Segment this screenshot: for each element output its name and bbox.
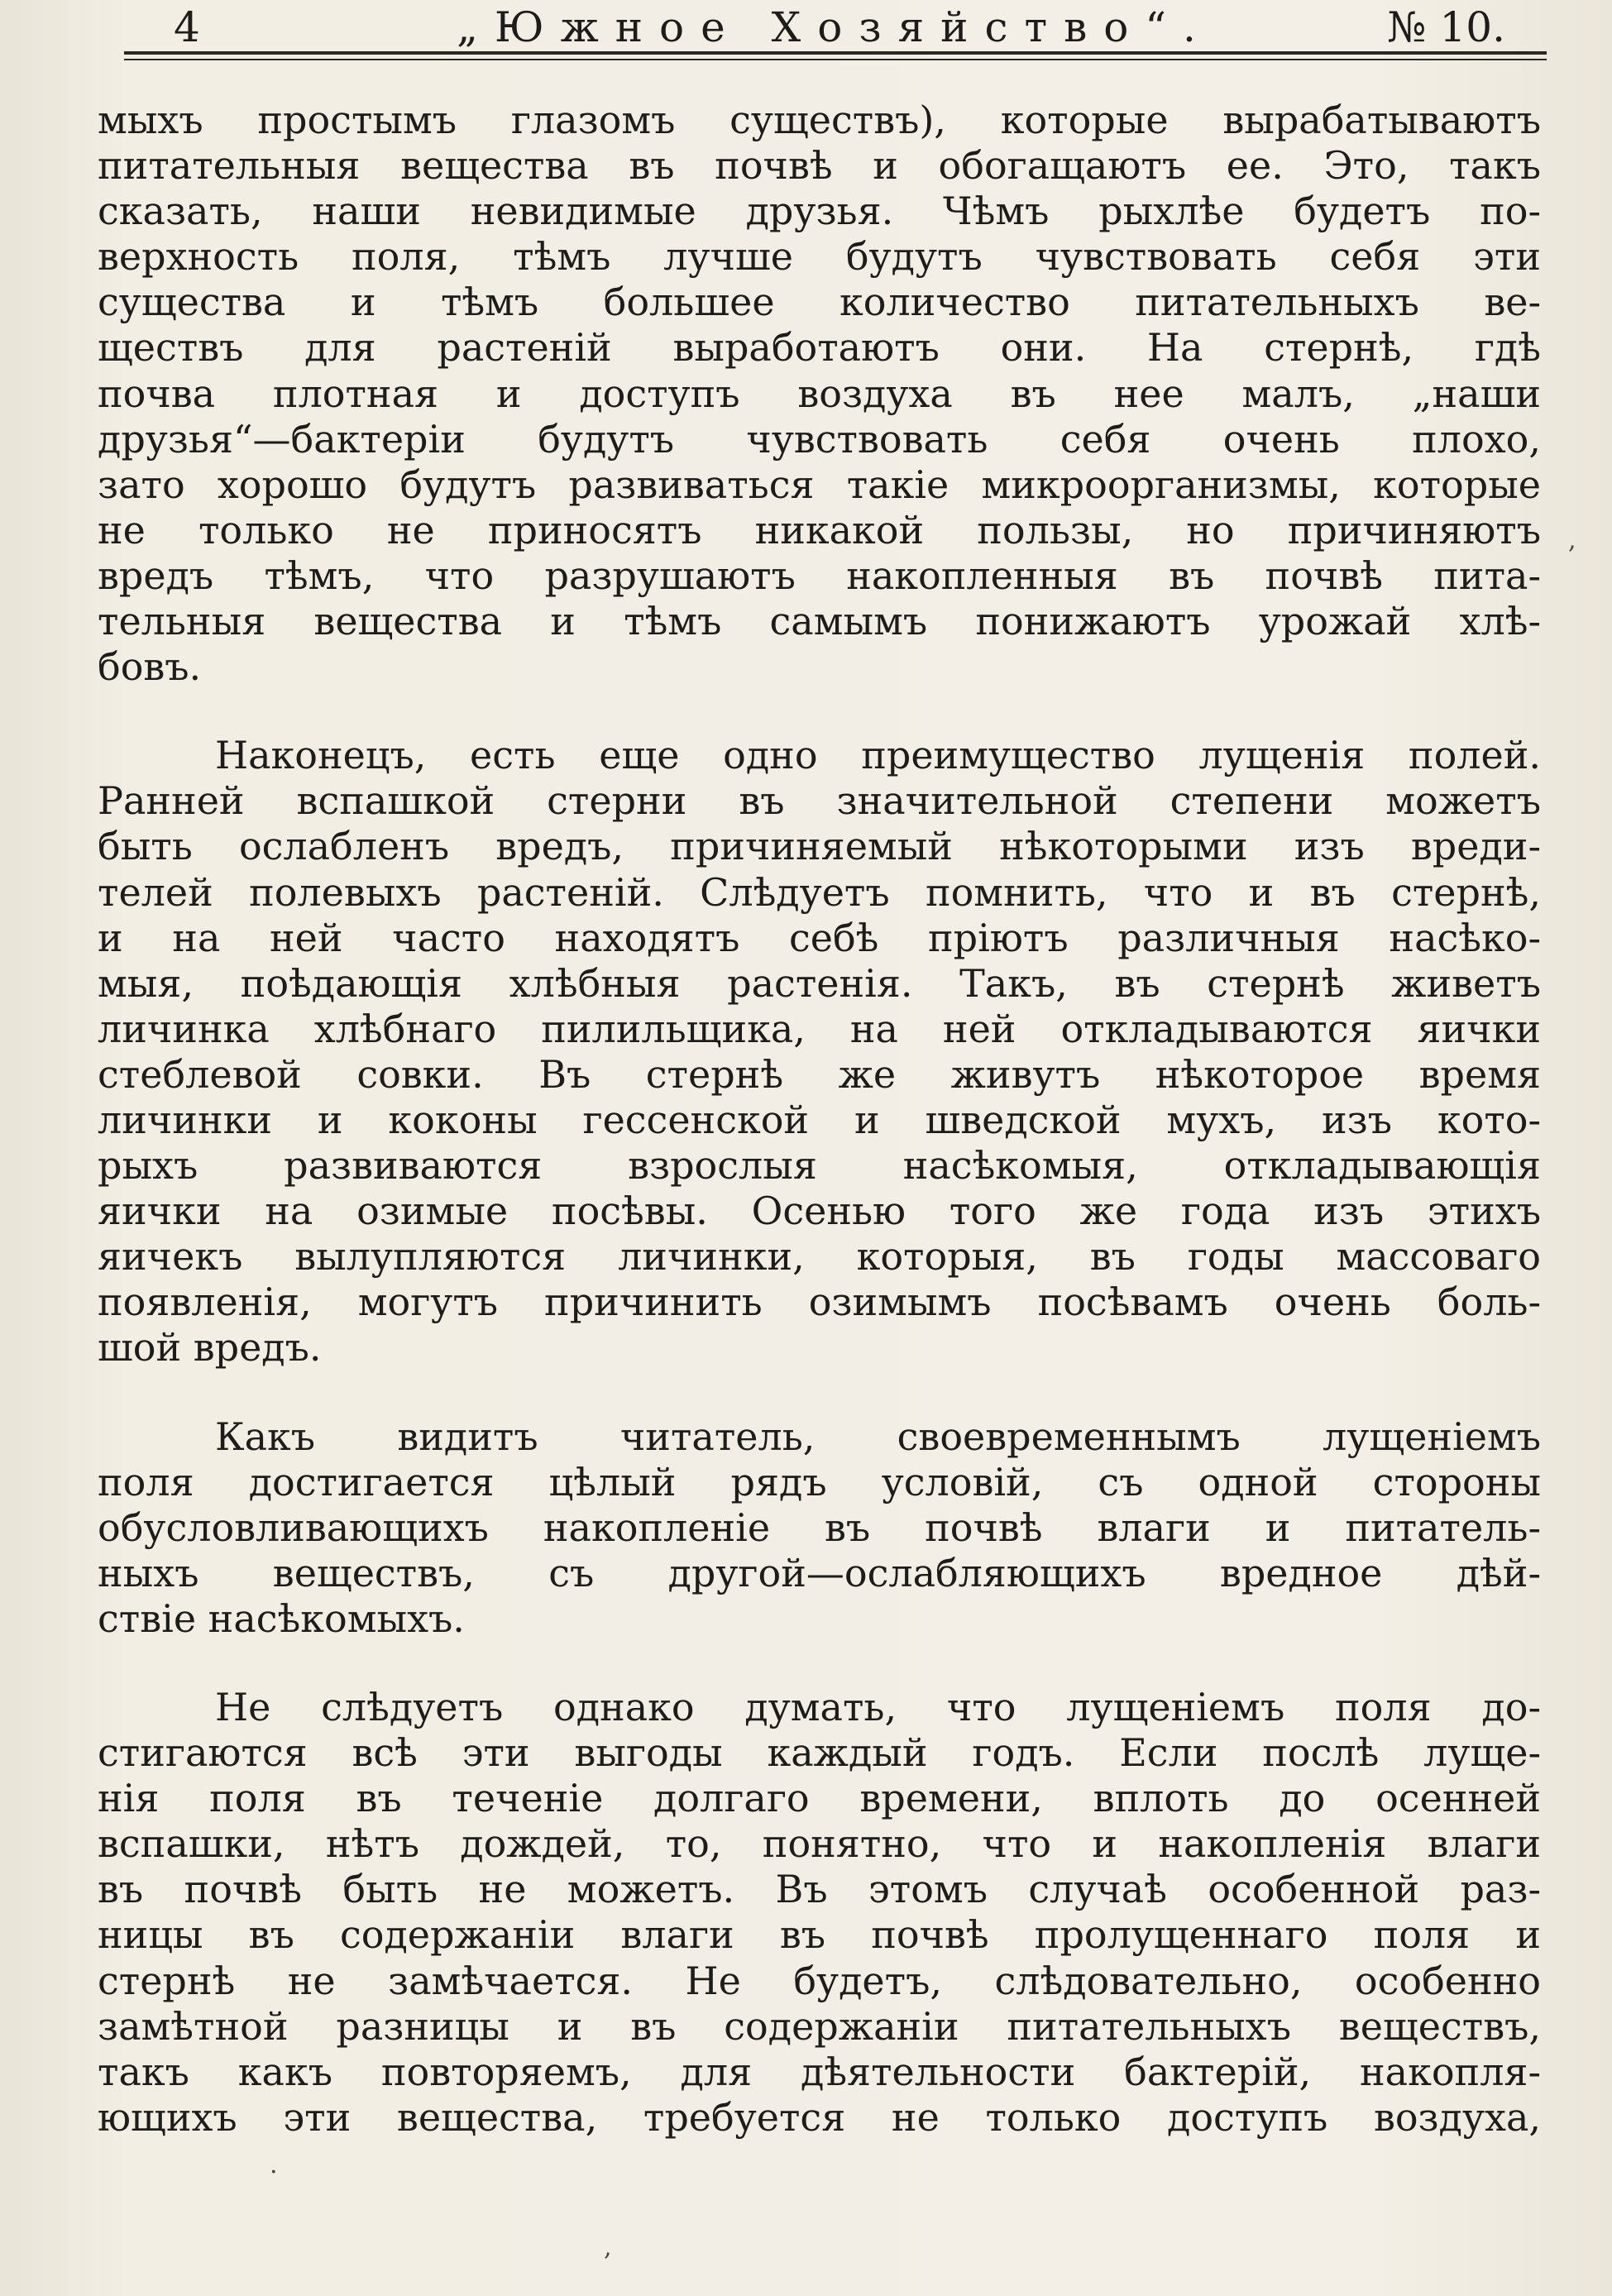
paragraph bbox=[98, 733, 1541, 1370]
text-line: мыхъ простымъ глазомъ существъ), которые вырабатываютъ bbox=[98, 98, 1541, 142]
text-line: яичекъ вылупляются личинки, которыя, въ годы массоваго bbox=[98, 1234, 1541, 1280]
text-line: нія поля въ теченіе долгаго времени, вплоть до осенней bbox=[98, 1776, 1541, 1821]
text-line: Какъ видитъ читатель, своевременнымъ лущеніемъ bbox=[215, 1413, 1541, 1459]
running-head bbox=[122, 3, 1547, 50]
paragraph-gap bbox=[98, 1642, 1541, 1685]
text-line: стеблевой совки. Въ стернѣ же живутъ нѣкоторое время bbox=[98, 1051, 1541, 1097]
margin-mark: , bbox=[1568, 526, 1576, 555]
margin-dot: . bbox=[270, 2150, 278, 2179]
header-rule-thick bbox=[124, 51, 1547, 55]
text-line: зато хорошо будутъ развиваться такіе микроорганизмы, которые bbox=[98, 462, 1541, 507]
text-line: Ранней вспашкой стерни въ значительной степени можетъ bbox=[98, 778, 1541, 824]
text-line: сказать, наши невидимые друзья. Чѣмъ рыхлѣе будетъ по- bbox=[98, 189, 1541, 234]
text-line: существа и тѣмъ большее количество питательныхъ ве- bbox=[98, 280, 1541, 325]
text-line: не только не приносятъ никакой пользы, но причиняютъ bbox=[98, 507, 1541, 552]
text-line: тельныя вещества и тѣмъ самымъ понижаютъ урожай хлѣ- bbox=[98, 599, 1541, 644]
text-line: рыхъ развиваются взрослыя насѣкомыя, откладывающія bbox=[98, 1143, 1541, 1189]
text-line: въ почвѣ быть не можетъ. Въ этомъ случаѣ особенной раз- bbox=[98, 1867, 1541, 1912]
text-line: телей полевыхъ растеній. Слѣдуетъ помнить, что и въ стернѣ, bbox=[98, 869, 1541, 915]
text-line: обусловливающихъ накопленіе въ почвѣ влаги и питатель- bbox=[98, 1504, 1541, 1550]
paragraph-gap bbox=[98, 690, 1541, 733]
header-rule-thin bbox=[124, 59, 1547, 60]
text-line: Не слѣдуетъ однако думать, что лущеніемъ поля до- bbox=[215, 1685, 1541, 1729]
text-line: и на ней часто находятъ себѣ пріютъ различныя насѣко- bbox=[98, 915, 1541, 960]
text-line: стигаются всѣ эти выгоды каждый годъ. Если послѣ луще- bbox=[98, 1730, 1541, 1776]
text-line: яички на озимые посѣвы. Осенью того же года изъ этихъ bbox=[98, 1189, 1541, 1234]
text-line: личинка хлѣбнаго пилильщика, на ней откладываются яички bbox=[98, 1006, 1541, 1051]
text-line: питательныя вещества въ почвѣ и обогащаютъ ее. Это, такъ bbox=[98, 143, 1541, 189]
text-line: ницы въ содержаніи влаги въ почвѣ пролущеннаго поля и bbox=[98, 1912, 1541, 1958]
page-number: 4 bbox=[174, 3, 200, 51]
text-line: ществъ для растеній выработаютъ они. На стернѣ, гдѣ bbox=[98, 325, 1541, 371]
text-line: стернѣ не замѣчается. Не будетъ, слѣдовательно, особенно bbox=[98, 1958, 1541, 2003]
text-line: бовъ. bbox=[98, 644, 202, 690]
issue-number: № 10. bbox=[1387, 3, 1505, 51]
text-line: замѣтной разницы и въ содержаніи питательныхъ веществъ, bbox=[98, 2003, 1541, 2049]
text-line: шой вредъ. bbox=[98, 1325, 322, 1370]
paragraph bbox=[98, 98, 1541, 690]
text-line: такъ какъ повторяемъ, для дѣятельности бактерій, накопля- bbox=[98, 2049, 1541, 2094]
text-line: вспашки, нѣтъ дождей, то, понятно, что и накопленія влаги bbox=[98, 1821, 1541, 1867]
text-line: вредъ тѣмъ, что разрушаютъ накопленныя въ почвѣ пита- bbox=[98, 552, 1541, 598]
text-line: верхность поля, тѣмъ лучше будутъ чувствовать себя эти bbox=[98, 234, 1541, 280]
margin-mark: , bbox=[604, 2233, 612, 2262]
text-line: друзья“—бактеріи будутъ чувствовать себя очень плохо, bbox=[98, 416, 1541, 462]
journal-title: „Южное Хозяйство“. bbox=[457, 3, 1213, 51]
paragraph bbox=[98, 1685, 1541, 2141]
text-line: мыя, поѣдающія хлѣбныя растенія. Такъ, въ стернѣ живетъ bbox=[98, 960, 1541, 1006]
text-line: Наконецъ, есть еще одно преимущество лущенія полей. bbox=[215, 733, 1541, 778]
paragraph bbox=[98, 1414, 1541, 1642]
paragraph-gap bbox=[98, 1371, 1541, 1414]
text-line: поля достигается цѣлый рядъ условій, съ одной стороны bbox=[98, 1459, 1541, 1504]
text-line: быть ослабленъ вредъ, причиняемый нѣкоторыми изъ вреди- bbox=[98, 824, 1541, 869]
text-line: появленія, могутъ причинить озимымъ посѣвамъ очень боль- bbox=[98, 1280, 1541, 1325]
text-line: ющихъ эти вещества, требуется не только доступъ воздуха, bbox=[98, 2094, 1541, 2140]
article-body bbox=[98, 98, 1541, 2141]
text-line: личинки и коконы гессенской и шведской мухъ, изъ кото- bbox=[98, 1097, 1541, 1142]
text-line: почва плотная и доступъ воздуха въ нее малъ, „наши bbox=[98, 371, 1541, 416]
text-line: ныхъ веществъ, съ другой—ослабляющихъ вредное дѣй- bbox=[98, 1550, 1541, 1595]
text-line: ствіе насѣкомыхъ. bbox=[98, 1595, 465, 1641]
